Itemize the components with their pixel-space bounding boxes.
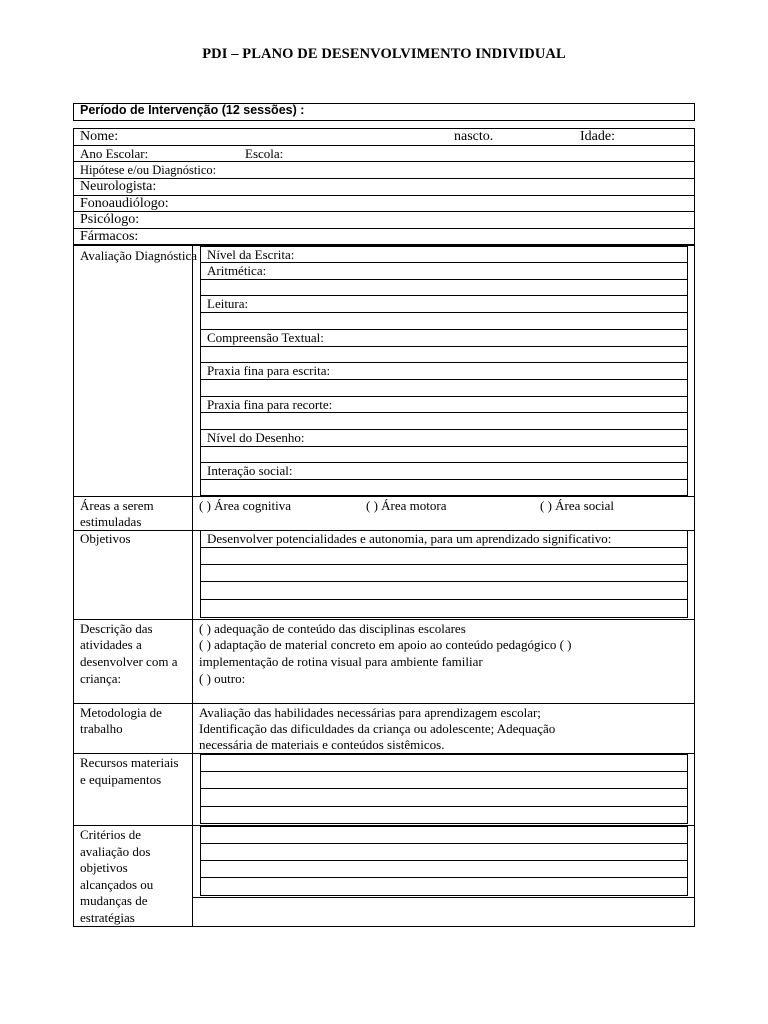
grid-line — [200, 860, 688, 861]
grid-line — [192, 897, 695, 898]
grid-line — [200, 279, 688, 280]
avaliacao-item: Nível do Desenho: — [207, 430, 305, 445]
avaliacao-item: Aritmética: — [207, 263, 267, 278]
idade-label: Idade: — [580, 129, 615, 144]
grid-line — [200, 877, 688, 878]
areas-label-2: estimuladas — [80, 514, 142, 529]
grid-line — [200, 446, 688, 447]
metodologia-line: Identificação das dificuldades da criança ou adolescente; Adequação — [199, 721, 556, 736]
ano-escolar-label: Ano Escolar: — [80, 146, 149, 161]
grid-line — [200, 564, 688, 565]
avaliacao-item: Leitura: — [207, 296, 249, 311]
psicologo-label: Psicólogo: — [80, 212, 140, 227]
criterios-label: mudanças de — [80, 893, 148, 908]
recursos-label: Recursos materiais — [80, 755, 179, 770]
criterios-label: estratégias — [80, 910, 135, 925]
metodologia-label: Metodologia de — [80, 705, 162, 720]
divider — [73, 228, 695, 229]
avaliacao-item: Interação social: — [207, 463, 293, 478]
metodologia-line: necessária de materiais e conteúdos sistêmicos. — [199, 737, 445, 752]
objetivos-label: Objetivos — [80, 531, 131, 546]
grid-line — [200, 379, 688, 380]
areas-label-1: Áreas a serem — [80, 498, 154, 513]
divider — [73, 178, 695, 179]
descricao-line: ( ) adaptação de material concreto em apoio ao conteúdo pedagógico ( ) — [199, 637, 572, 652]
descricao-line: ( ) outro: — [199, 671, 246, 686]
farmacos-label: Fármacos: — [80, 229, 139, 244]
hipotese-label: Hipótese e/ou Diagnóstico: — [80, 163, 217, 177]
periodo-label: Período de Intervenção (12 sessões) : — [80, 103, 305, 117]
section-divider — [73, 496, 695, 497]
criterios-label: objetivos — [80, 860, 128, 875]
grid-line — [200, 788, 688, 789]
avaliacao-item: Nível da Escrita: — [207, 247, 295, 262]
divider — [73, 145, 695, 146]
descricao-label: desenvolver com a — [80, 654, 178, 669]
neurologista-label: Neurologista: — [80, 179, 157, 194]
nome-label: Nome: — [80, 129, 119, 144]
avaliacao-item: Praxia fina para recorte: — [207, 397, 333, 412]
criterios-grid — [200, 826, 688, 896]
grid-line — [200, 295, 688, 296]
escola-label: Escola: — [245, 146, 284, 161]
fonoaudiologo-label: Fonoaudiólogo: — [80, 196, 169, 211]
area-social-option[interactable]: ( ) Área social — [540, 498, 614, 513]
nascto-label: nascto. — [454, 129, 494, 144]
recursos-grid — [200, 754, 688, 824]
grid-line — [200, 806, 688, 807]
criterios-label: Critérios de — [80, 827, 142, 842]
grid-line — [200, 599, 688, 600]
grid-line — [200, 479, 688, 480]
section-divider — [73, 703, 695, 704]
grid-line — [200, 346, 688, 347]
metodologia-line: Avaliação das habilidades necessárias para aprendizagem escolar; — [199, 705, 541, 720]
grid-line — [200, 547, 688, 548]
area-motora-option[interactable]: ( ) Área motora — [366, 498, 447, 513]
avaliacao-label: Avaliação Diagnóstica — [80, 248, 198, 263]
section-divider — [73, 619, 695, 620]
recursos-label: e equipamentos — [80, 772, 162, 787]
criterios-label: alcançados ou — [80, 877, 154, 892]
descricao-label: Descrição das — [80, 621, 153, 636]
descricao-line: ( ) adequação de conteúdo das disciplinas escolares — [199, 621, 466, 636]
avaliacao-item: Compreensão Textual: — [207, 330, 324, 345]
objetivos-text: Desenvolver potencialidades e autonomia, para um aprendizado significativo: — [207, 531, 612, 546]
criterios-label: avaliação dos — [80, 844, 151, 859]
grid-line — [200, 312, 688, 313]
descricao-line: implementação de rotina visual para ambiente familiar — [199, 654, 483, 669]
descricao-label: atividades a — [80, 637, 142, 652]
avaliacao-item: Praxia fina para escrita: — [207, 363, 331, 378]
descricao-label: criança: — [80, 671, 122, 686]
area-cognitiva-option[interactable]: ( ) Área cognitiva — [199, 498, 292, 513]
grid-line — [200, 581, 688, 582]
page-title: PDI – PLANO DE DESENVOLVIMENTO INDIVIDUAL — [202, 46, 566, 62]
metodologia-label: trabalho — [80, 721, 123, 736]
grid-line — [200, 843, 688, 844]
grid-line — [200, 771, 688, 772]
